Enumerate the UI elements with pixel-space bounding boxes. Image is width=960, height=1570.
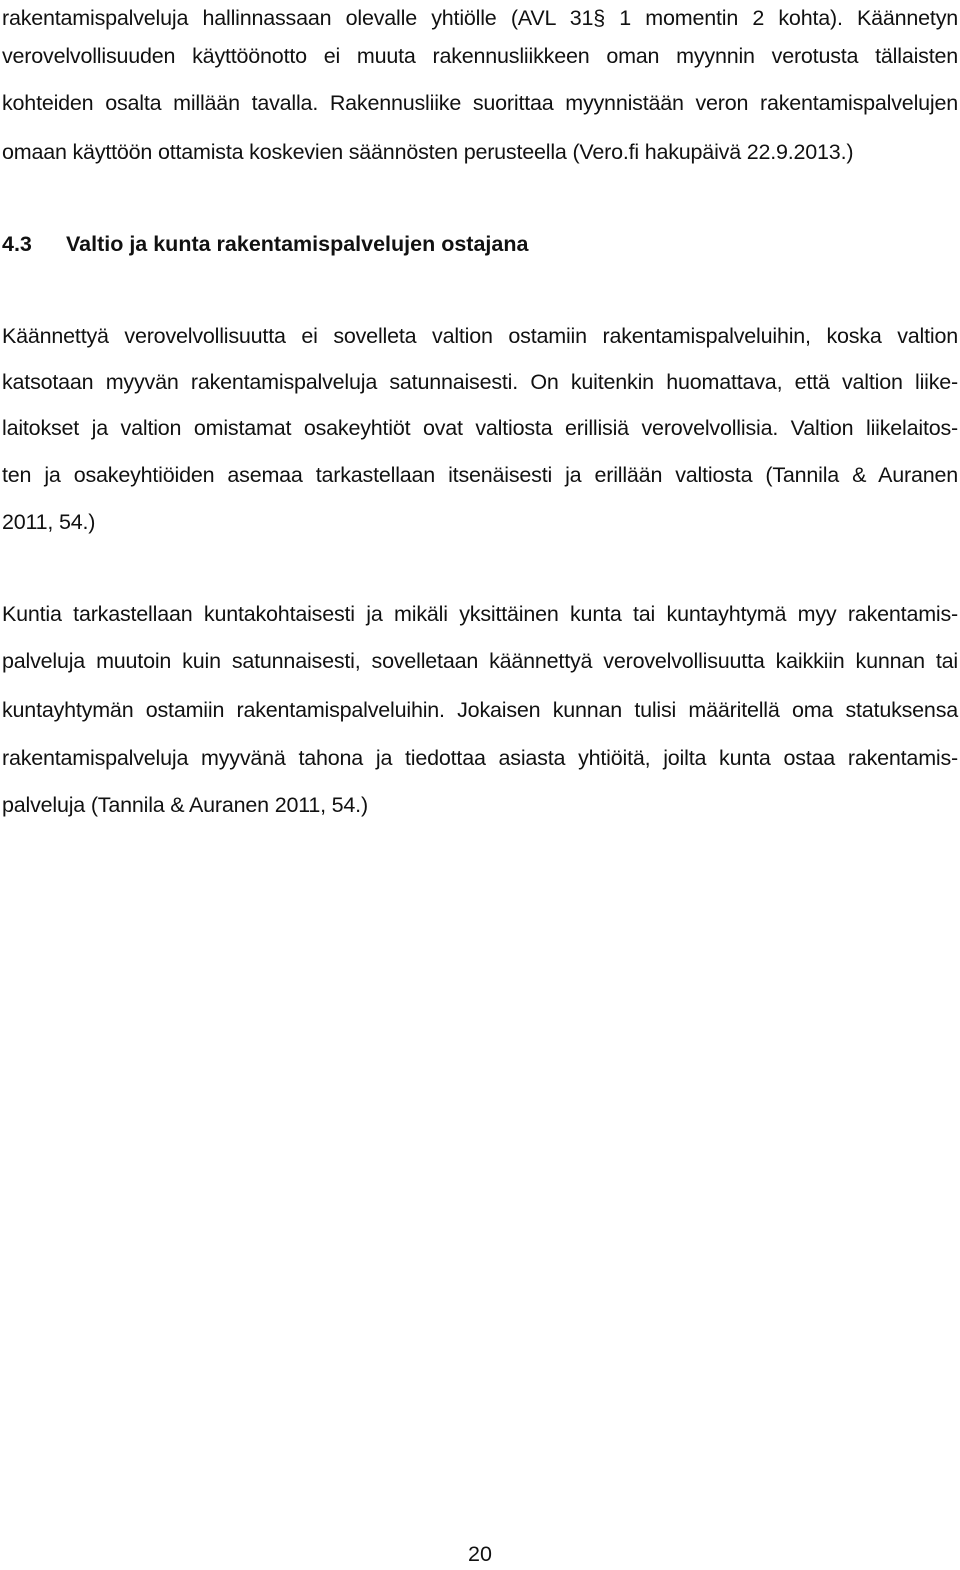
paragraph-line: verovelvollisuuden käyttöönotto ei muuta rakennusliikkeen oman myynnin verotusta tällaisten — [2, 44, 958, 68]
paragraph-line: laitokset ja valtion omistamat osakeyhtiöt ovat valtiosta erillisiä verovelvollisia. Valtion liikelaitos- — [2, 416, 958, 440]
paragraph-line: kohteiden osalta millään tavalla. Rakennusliike suorittaa myynnistään veron rakentamispalvelujen — [2, 91, 958, 115]
section-number: 4.3 — [2, 232, 32, 256]
paragraph-line: rakentamispalveluja myyvänä tahona ja tiedottaa asiasta yhtiöitä, joilta kunta ostaa rakentamis- — [2, 746, 958, 770]
section-title: Valtio ja kunta rakentamispalvelujen ostajana — [66, 232, 529, 256]
paragraph-line: palveluja (Tannila & Auranen 2011, 54.) — [2, 793, 368, 817]
paragraph-line: katsotaan myyvän rakentamispalveluja satunnaisesti. On kuitenkin huomattava, että valtion liike- — [2, 370, 958, 394]
paragraph-line: Kuntia tarkastellaan kuntakohtaisesti ja mikäli yksittäinen kunta tai kuntayhtymä myy rakentamis- — [2, 602, 958, 626]
section-heading — [2, 228, 528, 260]
paragraph-line: palveluja muutoin kuin satunnaisesti, sovelletaan käännettyä verovelvollisuutta kaikkiin kunnan tai — [2, 649, 958, 673]
paragraph-line: rakentamispalveluja hallinnassaan olevalle yhtiölle (AVL 31§ 1 momentin 2 kohta). Käännetyn — [2, 6, 958, 30]
page-number: 20 — [468, 1542, 492, 1566]
paragraph-line: 2011, 54.) — [2, 510, 96, 534]
paragraph-line: Käännettyä verovelvollisuutta ei sovelleta valtion ostamiin rakentamispalveluihin, koska valtion — [2, 324, 958, 348]
paragraph-line: kuntayhtymän ostamiin rakentamispalveluihin. Jokaisen kunnan tulisi määritellä oma statuksensa — [2, 698, 958, 722]
paragraph-line: ten ja osakeyhtiöiden asemaa tarkastellaan itsenäisesti ja erillään valtiosta (Tannila & Auranen — [2, 463, 958, 487]
paragraph-line: omaan käyttöön ottamista koskevien säännösten perusteella (Vero.fi hakupäivä 22.9.2013.) — [2, 140, 854, 164]
